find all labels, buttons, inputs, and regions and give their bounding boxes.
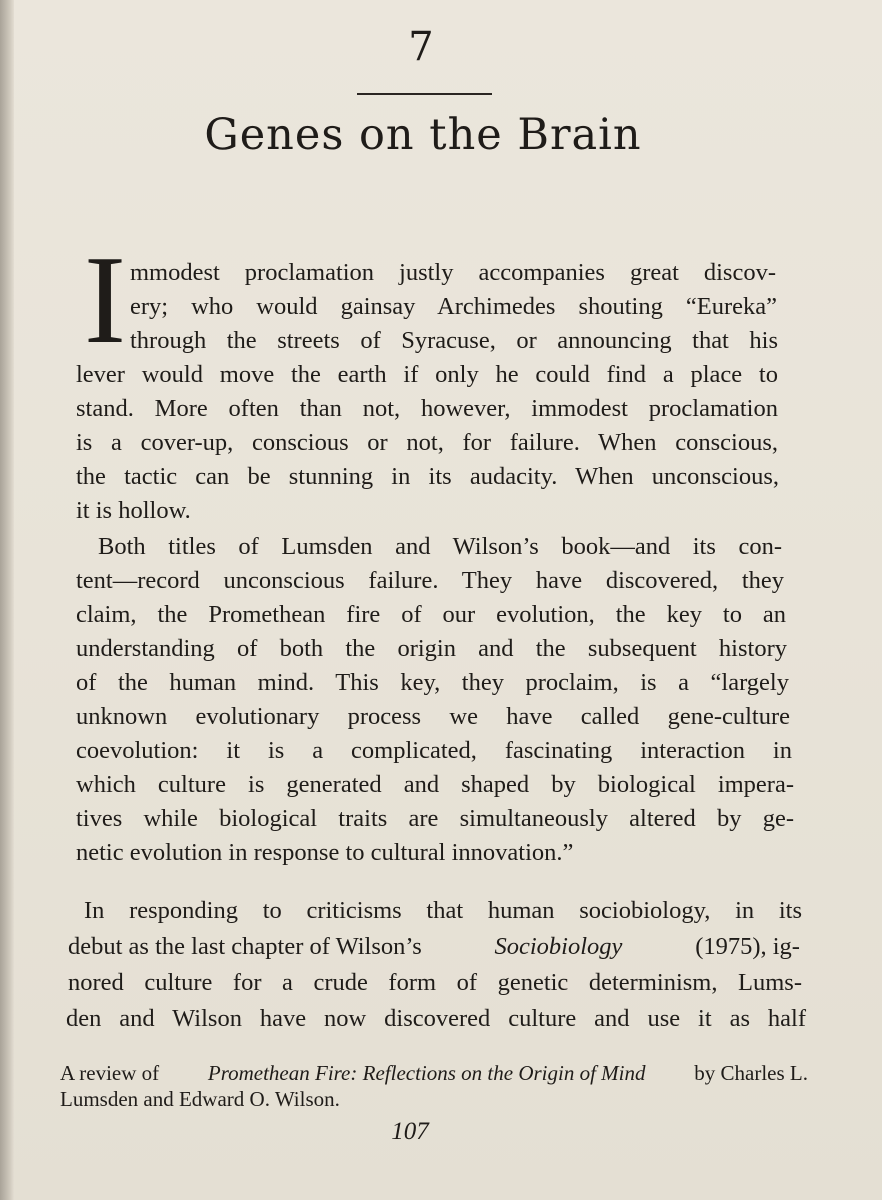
text-line: unknown evolutionary process we have called gene-culture (76, 703, 790, 730)
text-line: through the streets of Syracuse, or announcing that his (130, 327, 778, 354)
text-line: lever would move the earth if only he could find a place to (76, 361, 778, 388)
text-line: claim, the Promethean fire of our evolution, the key to an (76, 601, 786, 628)
text-line: den and Wilson have now discovered culture and use it as half (66, 1005, 806, 1032)
text-line: nored culture for a crude form of genetic determinism, Lums- (68, 969, 802, 996)
chapter-rule (357, 93, 492, 95)
drop-cap: I (84, 231, 126, 370)
footnote-suffix: by Charles L. (694, 1061, 808, 1085)
footnote-prefix: A review of (60, 1061, 160, 1085)
text-line: is a cover-up, conscious or not, for failure. When conscious, (76, 429, 778, 456)
footnote-book-title: Promethean Fire: Reflections on the Origin of Mind (207, 1061, 646, 1085)
footnote-line (60, 1060, 808, 1086)
text-line: the tactic can be stunning in its audacity. When unconscious, (76, 463, 779, 490)
text-segment: debut as the last chapter of Wilson’s (68, 933, 422, 960)
text-line: tent—record unconscious failure. They have discovered, they (76, 567, 784, 594)
page-gutter (0, 0, 14, 1200)
page-number: 107 (391, 1118, 429, 1145)
italic-book-title: Sociobiology (494, 933, 623, 960)
footnote-line: Lumsden and Edward O. Wilson. (60, 1087, 340, 1111)
text-segment: (1975), ig- (695, 933, 800, 960)
chapter-number: 7 (408, 24, 434, 70)
text-line: it is hollow. (76, 497, 191, 524)
text-line: ery; who would gainsay Archimedes shouting “Eureka” (130, 293, 777, 320)
text-line: understanding of both the origin and the subsequent history (76, 635, 787, 662)
text-line: coevolution: it is a complicated, fascinating interaction in (76, 737, 792, 764)
text-line: In responding to criticisms that human sociobiology, in its (84, 897, 802, 924)
text-line: Both titles of Lumsden and Wilson’s book—and its con- (98, 533, 782, 560)
text-line: which culture is generated and shaped by biological impera- (76, 771, 794, 798)
text-line (68, 932, 800, 962)
text-line: of the human mind. This key, they proclaim, is a “largely (76, 669, 789, 696)
text-line: stand. More often than not, however, immodest proclamation (76, 395, 778, 422)
text-line: tives while biological traits are simultaneously altered by ge- (76, 805, 794, 832)
chapter-title: Genes on the Brain (204, 110, 642, 160)
text-line: mmodest proclamation justly accompanies great discov- (130, 259, 776, 286)
text-line: netic evolution in response to cultural innovation.” (76, 839, 574, 866)
